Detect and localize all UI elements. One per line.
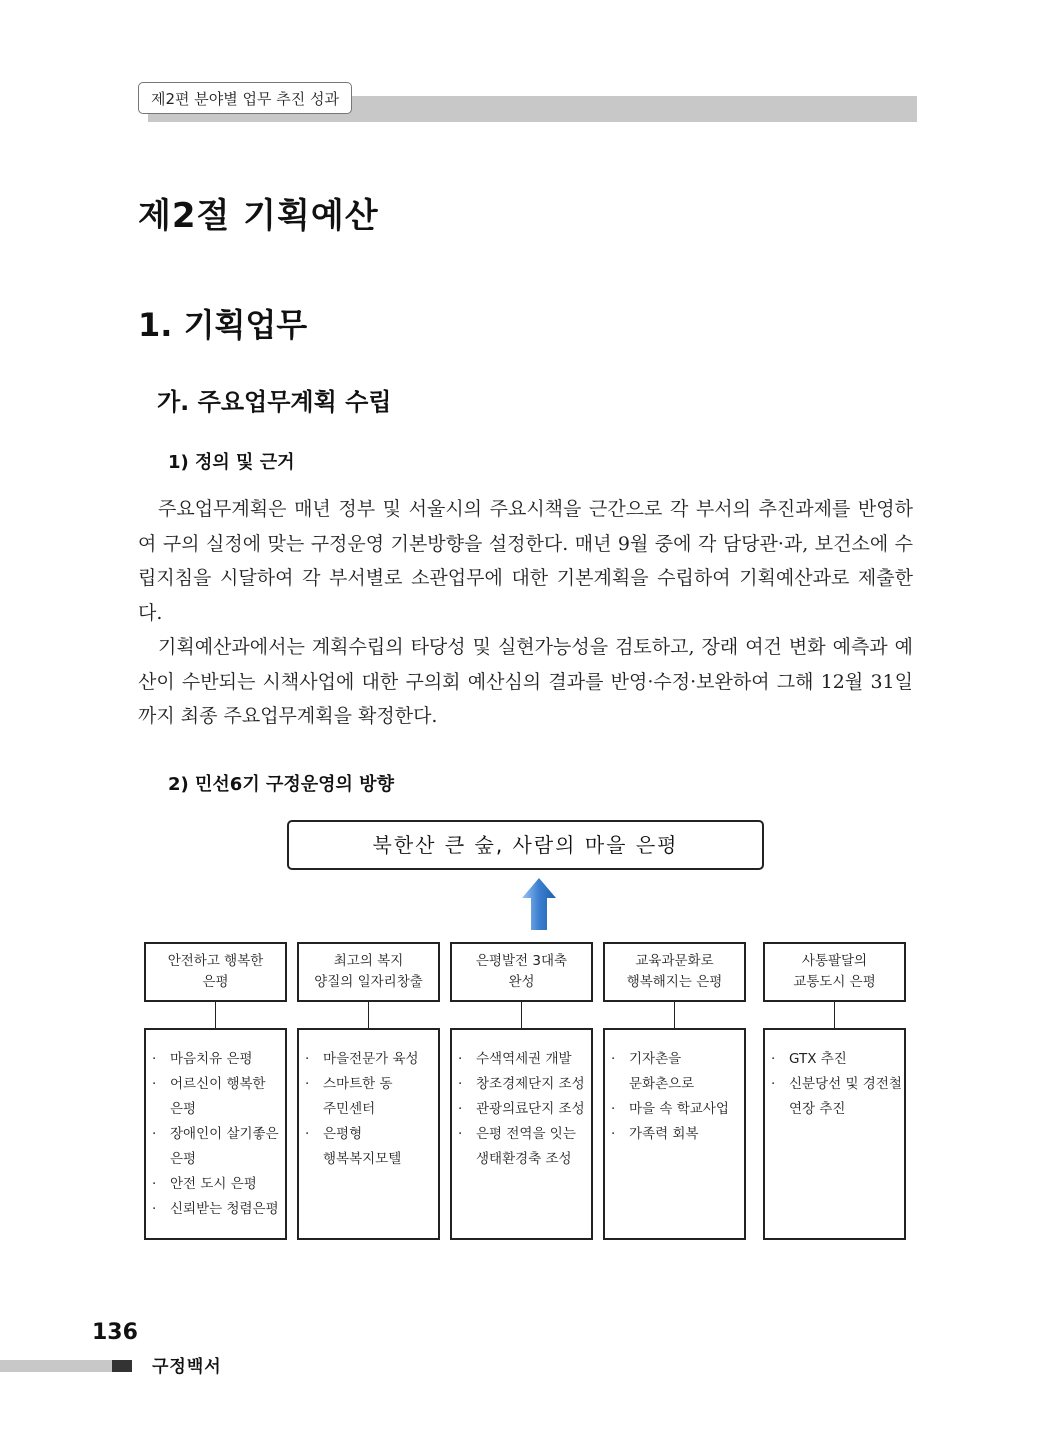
up-arrow-icon (522, 878, 556, 930)
bullet: · (458, 1101, 463, 1117)
footer-square (112, 1360, 132, 1372)
connector-line (215, 1002, 216, 1028)
bullet: · (152, 1076, 157, 1092)
detail-item (152, 1072, 285, 1097)
detail-box (144, 1028, 287, 1240)
detail-item (611, 1072, 744, 1097)
paragraph-2: 기획예산과에서는 계획수립의 타당성 및 실현가능성을 검토하고, 장래 여건 변화 예측과 예산이 수반되는 시책사업에 대한 구의회 예산심의 결과를 반영·수정·보완하여 그해 12월 31일까지 최종 주요업무계획을 확정한다. (138, 636, 913, 727)
goal-box (603, 942, 746, 1002)
goal-title: 최고의 복지 양질의 일자리창출 (314, 953, 423, 990)
connector-line (834, 1002, 835, 1028)
connector-line (521, 1002, 522, 1028)
detail-item (458, 1122, 591, 1147)
connector-line (674, 1002, 675, 1028)
detail-text: 문화촌으로 (629, 1076, 695, 1092)
goal-box (450, 942, 593, 1002)
detail-text: 안전 도시 은평 (170, 1176, 257, 1192)
detail-text: 수색역세권 개발 (476, 1051, 572, 1067)
detail-text: 은평 전역을 잇는 (476, 1126, 576, 1142)
detail-box (603, 1028, 746, 1240)
bullet: · (611, 1126, 616, 1142)
bullet: · (771, 1051, 776, 1067)
detail-text: 은평 (170, 1151, 197, 1167)
detail-item (305, 1047, 438, 1072)
bullet: · (458, 1076, 463, 1092)
section-title: 1. 기획업무 (138, 306, 308, 344)
detail-text: GTX 추진 (789, 1051, 847, 1067)
detail-item (771, 1097, 904, 1122)
detail-item (458, 1072, 591, 1097)
detail-item (152, 1172, 285, 1197)
footer-bar (0, 1360, 112, 1372)
detail-item (458, 1147, 591, 1172)
goal-box (297, 942, 440, 1002)
detail-text: 연장 추진 (789, 1101, 846, 1117)
item-title-direction: 2) 민선6기 구정운영의 방향 (168, 774, 394, 795)
chapter-title: 제2절 기획예산 (138, 196, 379, 236)
connector-line (368, 1002, 369, 1028)
detail-item (458, 1097, 591, 1122)
detail-item (611, 1047, 744, 1072)
bullet: · (152, 1201, 157, 1217)
detail-text: 기자촌을 (629, 1051, 682, 1067)
detail-box (450, 1028, 593, 1240)
detail-item (152, 1097, 285, 1122)
goal-title: 은평발전 3대축 완성 (475, 953, 568, 990)
goal-box (144, 942, 287, 1002)
detail-item (305, 1147, 438, 1172)
detail-text: 은평형 (323, 1126, 363, 1142)
detail-text: 신분당선 및 경전철 (789, 1076, 902, 1092)
bullet: · (305, 1051, 310, 1067)
detail-item (771, 1047, 904, 1072)
detail-text: 은평 (170, 1101, 197, 1117)
book-title: 구정백서 (152, 1357, 222, 1377)
bullet: · (152, 1176, 157, 1192)
detail-item (152, 1122, 285, 1147)
detail-text: 생태환경축 조성 (476, 1151, 572, 1167)
detail-item (152, 1047, 285, 1072)
detail-item (152, 1147, 285, 1172)
detail-text: 관광의료단지 조성 (476, 1101, 585, 1117)
detail-item (305, 1097, 438, 1122)
detail-text: 마음치유 은평 (170, 1051, 253, 1067)
detail-item (305, 1122, 438, 1147)
subsection-title: 가. 주요업무계획 수립 (157, 388, 392, 416)
goal-box (763, 942, 906, 1002)
bullet: · (152, 1126, 157, 1142)
detail-item (152, 1197, 285, 1222)
detail-item (611, 1097, 744, 1122)
body-paragraphs (138, 492, 913, 734)
goal-title: 안전하고 행복한 은평 (167, 953, 264, 990)
paragraph-1: 주요업무계획은 매년 정부 및 서울시의 주요시책을 근간으로 각 부서의 추진과제를 반영하여 구의 실정에 맞는 구정운영 기본방향을 설정한다. 매년 9월 중에 각 담당관·과, 보건소에 수립지침을 시달하여 각 부서별로 소관업무에 대한 기본계획을 수립하여 기획예산과로 제출한다. (138, 498, 913, 624)
detail-item (771, 1072, 904, 1097)
page-number: 136 (92, 1320, 138, 1345)
detail-text: 가족력 회복 (629, 1126, 699, 1142)
detail-text: 어르신이 행복한 (170, 1076, 266, 1092)
detail-text: 장애인이 살기좋은 (170, 1126, 279, 1142)
bullet: · (458, 1126, 463, 1142)
item-title-definition: 1) 정의 및 근거 (168, 452, 295, 473)
detail-text: 마을 속 학교사업 (629, 1101, 729, 1117)
detail-item (305, 1072, 438, 1097)
goal-title: 교육과문화로 행복해지는 은평 (626, 953, 723, 990)
detail-item (611, 1122, 744, 1147)
motto-box: 북한산 큰 숲, 사람의 마을 은평 (287, 820, 764, 870)
detail-box (297, 1028, 440, 1240)
bullet: · (305, 1076, 310, 1092)
bullet: · (458, 1051, 463, 1067)
detail-text: 행복복지모텔 (323, 1151, 402, 1167)
bullet: · (611, 1051, 616, 1067)
detail-text: 마을전문가 육성 (323, 1051, 419, 1067)
bullet: · (152, 1051, 157, 1067)
detail-text: 스마트한 동 (323, 1076, 393, 1092)
bullet: · (305, 1126, 310, 1142)
part-title-tab: 제2편 분야별 업무 추진 성과 (138, 82, 352, 114)
detail-text: 신뢰받는 청렴은평 (170, 1201, 279, 1217)
bullet: · (771, 1076, 776, 1092)
detail-text: 창조경제단지 조성 (476, 1076, 585, 1092)
detail-box (763, 1028, 906, 1240)
detail-item (458, 1047, 591, 1072)
detail-text: 주민센터 (323, 1101, 376, 1117)
bullet: · (611, 1101, 616, 1117)
goal-title: 사통팔달의 교통도시 은평 (793, 953, 876, 990)
